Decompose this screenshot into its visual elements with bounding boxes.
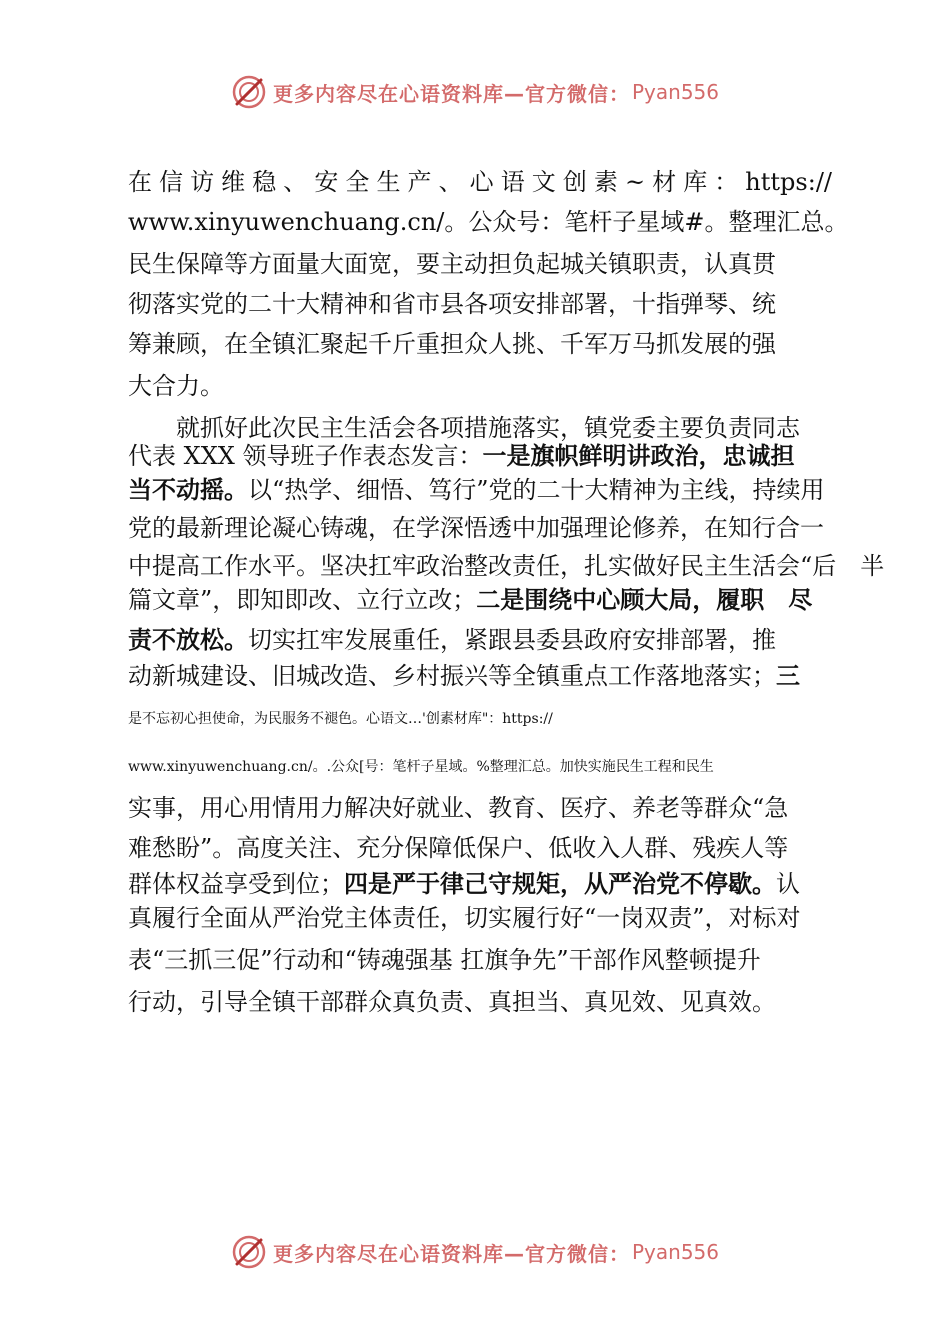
text-line: [128, 756, 832, 778]
text-line: [128, 244, 832, 284]
text-line: [128, 940, 832, 980]
logo-icon: [231, 74, 267, 110]
text-segment: 认: [776, 870, 800, 898]
bold-text-segment: 责不放松。: [128, 626, 248, 654]
text-segment: www.xinyuwenchuang.cn/。公众号：笔杆子星域#。整理汇总。: [128, 208, 849, 236]
bold-text-segment: 三: [776, 662, 800, 690]
text-segment: www.xinyuwenchuang.cn/。.公众[号：笔杆子星域。%整理汇总。加快实施民生工程和民生: [128, 759, 714, 775]
text-line: [128, 620, 832, 660]
text-segment: 以“热学、细悟、笃行”党的二十大精神为主线，持续用: [248, 476, 825, 504]
text-segment: 实事，用心用情用力解决好就业、教育、医疗、养老等群众“急: [128, 794, 789, 822]
text-line: [128, 284, 832, 324]
text-line: [128, 788, 832, 828]
text-segment: 真履行全面从严治党主体责任，切实履行好“一岗双责”，对标对: [128, 904, 801, 932]
header-banner: [0, 72, 950, 112]
banner-text: 更多内容尽在心语资料库—官方微信：: [272, 81, 630, 106]
text-segment: 表“三抓三促”行动和“铸魂强基 扛旗争先”干部作风整顿提升: [128, 946, 761, 974]
text-line: [128, 828, 832, 868]
text-segment: 大合力。: [128, 372, 224, 400]
text-line: [128, 656, 832, 696]
text-segment: 彻落实党的二十大精神和省市县各项安排部署，十指弹琴、统: [128, 290, 776, 318]
bold-text-segment: 四是严于律己守规矩，从严治党不停歇。: [344, 870, 776, 898]
text-segment: 就抓好此次民主生活会各项措施落实，镇党委主要负责同志: [128, 414, 800, 442]
footer-banner: [0, 1232, 950, 1272]
text-line: [128, 470, 832, 510]
text-line: [128, 982, 832, 1022]
text-segment: 行动，引导全镇干部群众真负责、真担当、真见效、见真效。: [128, 988, 776, 1016]
text-segment: 党的最新理论凝心铸魂，在学深悟透中加强理论修养，在知行合一: [128, 514, 824, 542]
text-line: [128, 324, 832, 364]
text-segment: 中提高工作水平。坚决扛牢政治整改责任，扎实做好民主生活会“后 半: [128, 552, 885, 580]
text-line: [128, 162, 832, 202]
text-line: [128, 508, 832, 548]
text-segment: 代表 XXX 领导班子作表态发言：: [128, 442, 483, 470]
text-line: [128, 898, 832, 938]
text-line: [128, 202, 849, 242]
banner-wechat-id: Pyan556: [631, 1240, 719, 1264]
text-segment: 难愁盼”。高度关注、充分保障低保户、低收入人群、残疾人等: [128, 834, 789, 862]
text-segment: 群体权益享受到位；: [128, 870, 344, 898]
text-line: [128, 366, 832, 406]
text-segment: 篇文章”，即知即改、立行立改；: [128, 586, 477, 614]
logo-icon: [231, 1234, 267, 1270]
text-line: [128, 708, 832, 730]
banner-text: 更多内容尽在心语资料库—官方微信：: [272, 1241, 630, 1266]
banner-wechat-id: Pyan556: [631, 80, 719, 104]
bold-text-segment: 二是围绕中心顾大局，履职 尽: [476, 586, 813, 614]
text-segment: 在信访维稳、安全生产、心语文创素~材库：https://: [128, 168, 832, 196]
text-segment: 筹兼顾，在全镇汇聚起千斤重担众人挑、千军万马抓发展的强: [128, 330, 776, 358]
text-line: [128, 580, 832, 620]
bold-text-segment: 一是旗帜鲜明讲政治，忠诚担: [482, 442, 795, 470]
text-segment: 是不忘初心担使命，为民服务不褪色。心语文…'创素材库"：https://: [128, 711, 553, 727]
text-segment: 动新城建设、旧城改造、乡村振兴等全镇重点工作落地落实；: [128, 662, 776, 690]
bold-text-segment: 当不动摇。: [128, 476, 248, 504]
text-segment: 切实扛牢发展重任，紧跟县委县政府安排部署，推: [248, 626, 776, 654]
text-segment: 民生保障等方面量大面宽，要主动担负起城关镇职责，认真贯: [128, 250, 776, 278]
